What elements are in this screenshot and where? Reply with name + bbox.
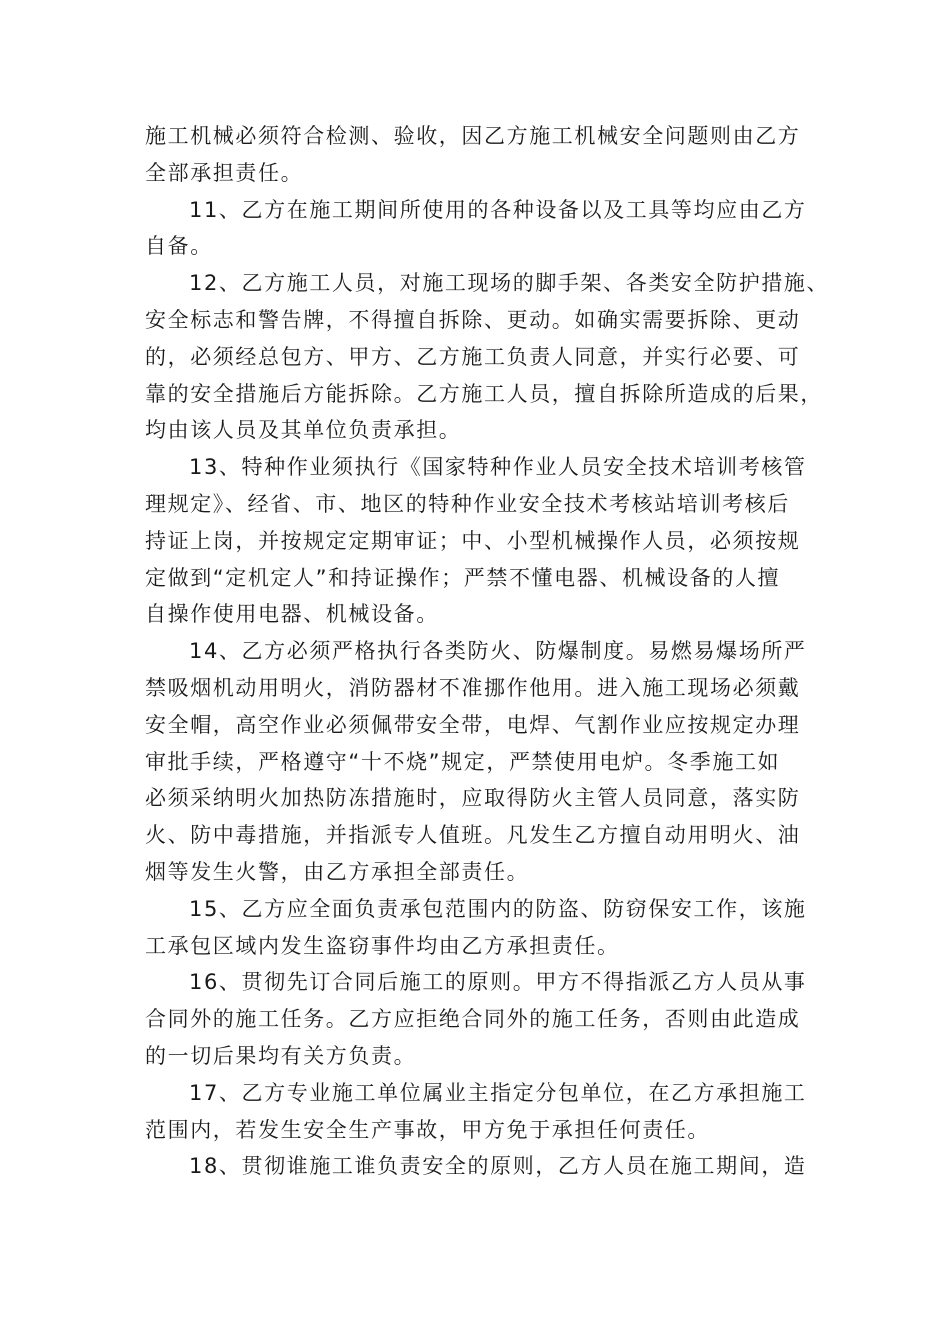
text-line: 火、防中毒措施，并指派专人值班。凡发生乙方擅自动用明火、油 [145, 823, 801, 848]
text-line: 必须采纳明火加热防冻措施时，应取得防火主管人员同意，落实防 [145, 786, 801, 811]
document-body [145, 118, 830, 1185]
text-line: 持证上岗，并按规定定期审证；中、小型机械操作人员，必须按规 [145, 528, 801, 553]
text-line: 烟等发生火警，由乙方承担全部责任。 [145, 859, 530, 884]
text-line: 禁吸烟机动用明火，消防器材不准挪作他用。进入施工现场必须戴 [145, 675, 801, 700]
clause-12-start: 12、乙方施工人员，对施工现场的脚手架、各类安全防护措施、 [189, 271, 830, 296]
text-line: 均由该人员及其单位负责承担。 [145, 418, 462, 443]
clause-17-start: 17、乙方专业施工单位属业主指定分包单位，在乙方承担施工 [189, 1080, 807, 1105]
text-line: 施工机械必须符合检测、验收，因乙方施工机械安全问题则由乙方 [145, 124, 801, 148]
text-line: 工承包区域内发生盗窃事件均由乙方承担责任。 [145, 933, 620, 958]
text-line: 自操作使用电器、机械设备。 [145, 602, 439, 627]
text-line: 全部承担责任。 [145, 160, 304, 185]
clause-14-start: 14、乙方必须严格执行各类防火、防爆制度。易燃易爆场所严 [189, 639, 807, 664]
text-line: 的一切后果均有关方负责。 [145, 1043, 417, 1068]
text-line: 范围内，若发生安全生产事故，甲方免于承担任何责任。 [145, 1117, 710, 1142]
clause-16-start: 16、贯彻先订合同后施工的原则。甲方不得指派乙方人员从事 [189, 970, 807, 995]
text-line: 理规定》、经省、市、地区的特种作业安全技术考核站培训考核后 [145, 491, 790, 516]
text-line: 自备。 [145, 234, 213, 259]
text-line: 靠的安全措施后方能拆除。乙方施工人员，擅自拆除所造成的后果， [145, 381, 823, 406]
text-line: 安全帽，高空作业必须佩带安全带，电焊、气割作业应按规定办理 [145, 712, 801, 737]
text-line: 的，必须经总包方、甲方、乙方施工负责人同意，并实行必要、可 [145, 344, 801, 369]
clause-13-start: 13、特种作业须执行《国家特种作业人员安全技术培训考核管 [189, 455, 807, 480]
text-line: 合同外的施工任务。乙方应拒绝合同外的施工任务，否则由此造成 [145, 1007, 801, 1032]
text-line: 安全标志和警告牌，不得擅自拆除、更动。如确实需要拆除、更动 [145, 307, 801, 332]
text-line: 审批手续，严格遵守“十不烧”规定，严禁使用电炉。冬季施工如 [145, 749, 781, 774]
clause-11-start: 11、乙方在施工期间所使用的各种设备以及工具等均应由乙方 [189, 197, 807, 222]
clause-15-start: 15、乙方应全面负责承包范围内的防盗、防窃保安工作，该施 [189, 896, 807, 921]
clause-18-start: 18、贯彻谁施工谁负责安全的原则，乙方人员在施工期间，造 [189, 1154, 807, 1179]
text-line: 定做到“定机定人”和持证操作；严禁不懂电器、机械设备的人擅 [145, 565, 781, 590]
